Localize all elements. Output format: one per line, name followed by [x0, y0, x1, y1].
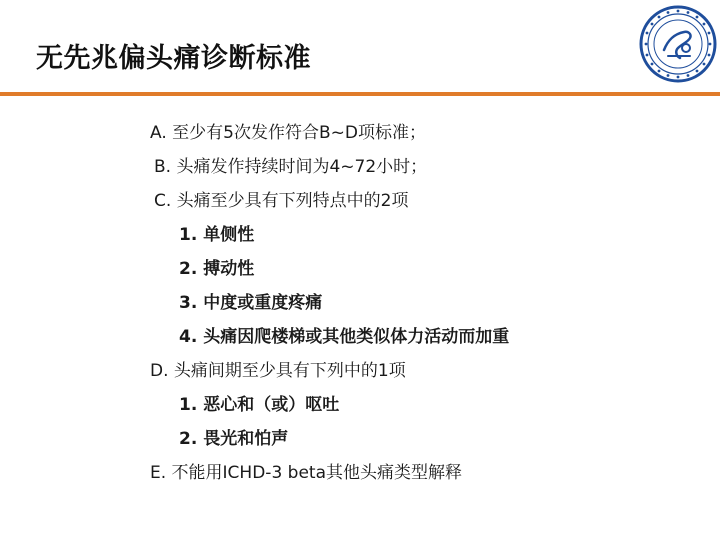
- criterion-c-1: 1. 单侧性: [179, 225, 255, 245]
- criterion-c-4: 4. 头痛因爬楼梯或其他类似体力活动而加重: [179, 327, 510, 347]
- criterion-d: D. 头痛间期至少具有下列中的1项: [150, 361, 406, 381]
- criterion-c: C. 头痛至少具有下列特点中的2项: [154, 191, 409, 211]
- criterion-c-2: 2. 搏动性: [179, 259, 255, 279]
- criterion-b: B. 头痛发作持续时间为4~72小时；: [154, 157, 428, 177]
- criterion-a: A. 至少有5次发作符合B~D项标准；: [150, 123, 426, 143]
- criteria-list: [150, 116, 710, 490]
- slide-title: 无先兆偏头痛诊断标准: [36, 43, 311, 74]
- criterion-d-2: 2. 畏光和怕声: [179, 429, 289, 449]
- criterion-c-3: 3. 中度或重度疼痛: [179, 293, 323, 313]
- header-divider: [0, 92, 720, 96]
- hospital-seal-logo: [638, 4, 718, 84]
- criterion-d-1: 1. 恶心和（或）呕吐: [179, 395, 340, 415]
- criterion-e: E. 不能用ICHD-3 beta其他头痛类型解释: [150, 463, 462, 483]
- seal-icon: [638, 4, 718, 84]
